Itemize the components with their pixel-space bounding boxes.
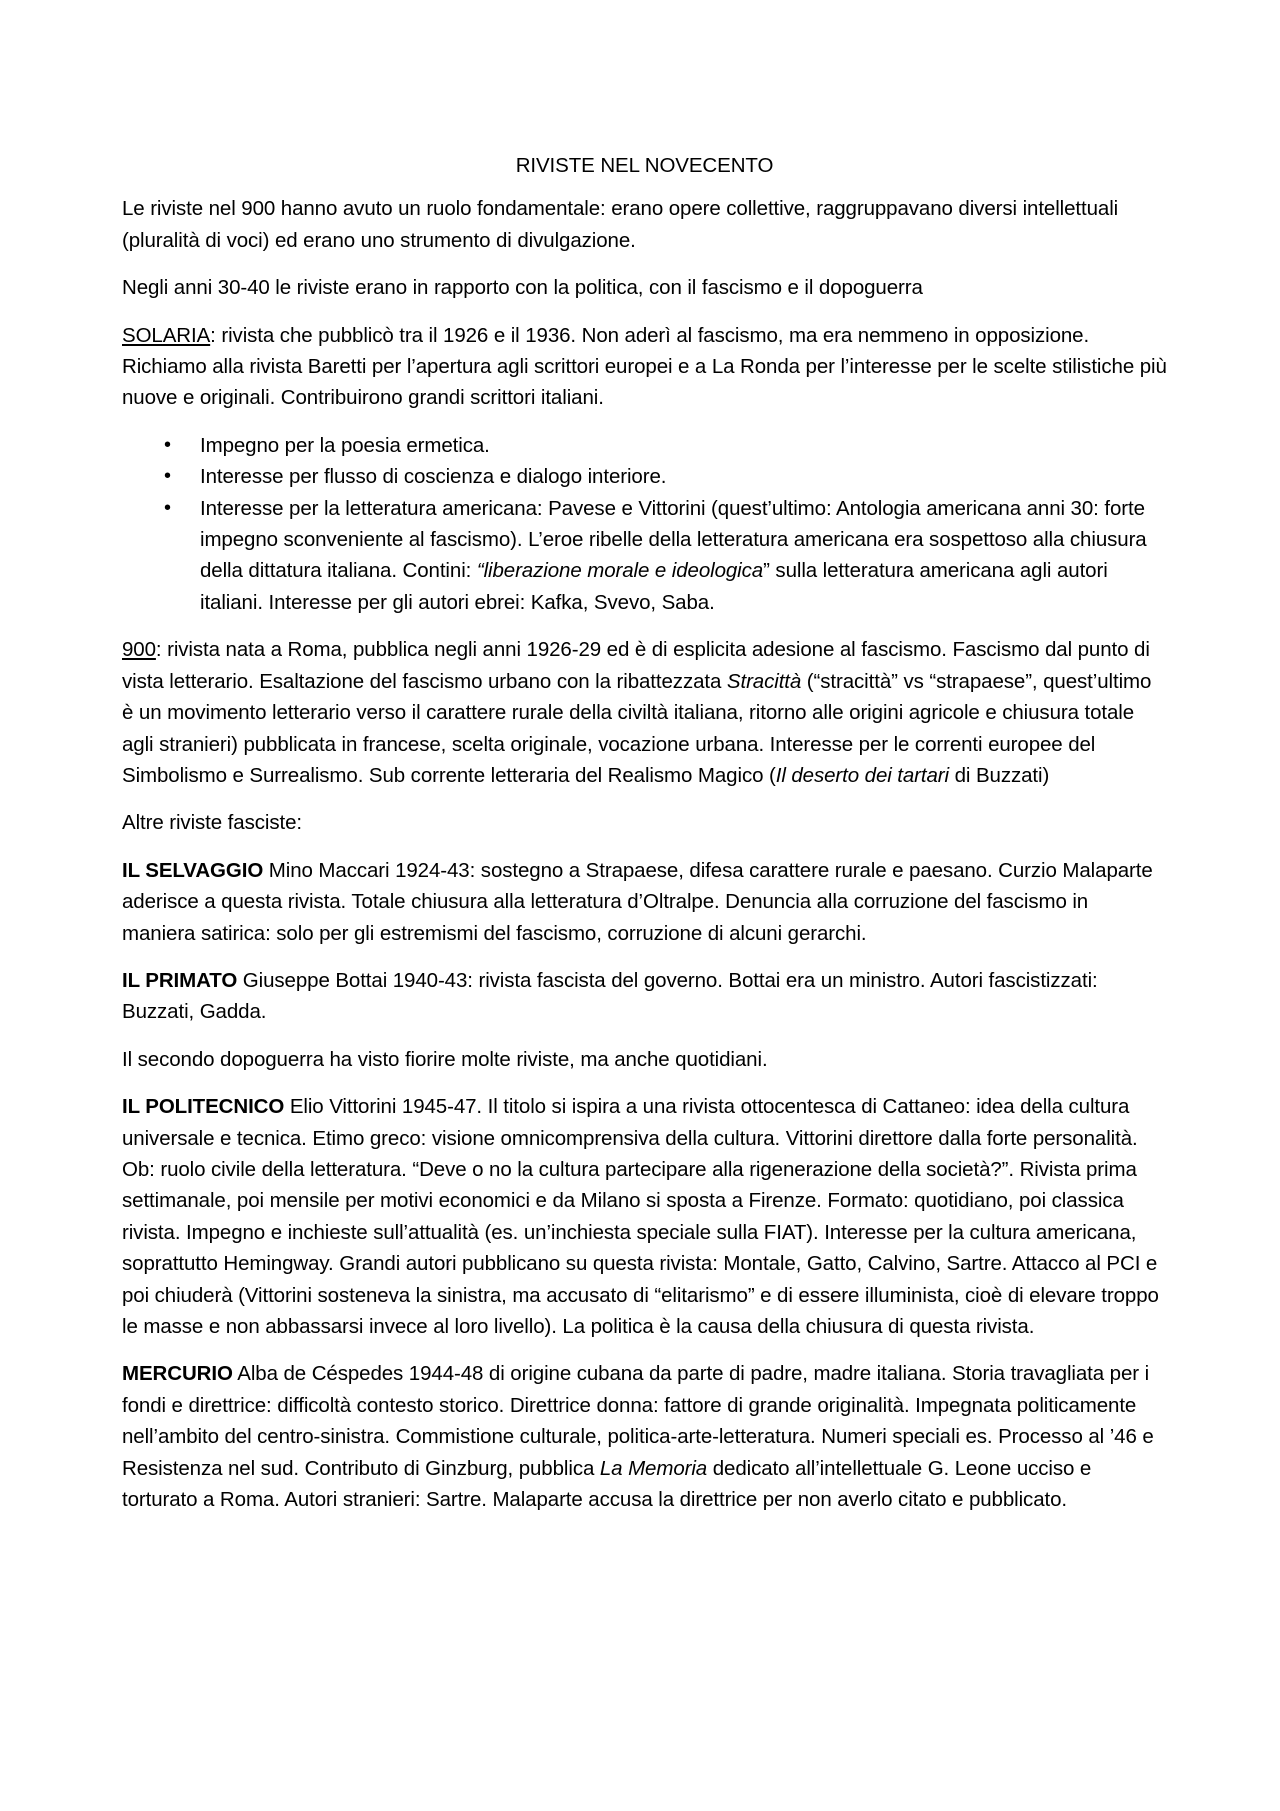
politecnico-text: Elio Vittorini 1945-47. Il titolo si ispira a una rivista ottocentesca di Cattaneo: idea della cultura universale e tecnica. Etimo greco: visione omnicomprensiva della cultura. Vittorini direttore dalla forte personalità. Ob: ruolo civile della letteratura. “Deve o no la cultura partecipare alla rigenerazione della società?”. Rivista prima settimanale, poi mensile per motivi economici e da Milano si sposta a Firenze. Formato: quotidiano, poi classica rivista. Impegno e inchieste sull’attualità (es. un’inchiesta speciale sulla FIAT). Interesse per la cultura americana, soprattutto Hemingway. Grandi autori pubblicano su questa rivista: Montale, Gatto, Calvino, Sartre. Attacco al PCI e poi chiuderà (Vittorini sosteneva la sinistra, ma accusato di “elitarismo” e di essere illuminista, cioè di elevare troppo le masse e non abbassarsi invece al loro livello). La politica è la causa della chiusura di questa rivista.: [122, 1095, 1159, 1338]
primato-paragraph: [122, 965, 1167, 1028]
solaria-bullet-list: [122, 430, 1167, 618]
list-item-text: Interesse per flusso di coscienza e dialogo interiore.: [200, 465, 667, 489]
intro-paragraph-2: Negli anni 30-40 le riviste erano in rapporto con la politica, con il fascismo e il dopoguerra: [122, 276, 923, 300]
document-page: [122, 150, 1167, 1531]
mercurio-text: Alba de Céspedes 1944-48 di origine cubana da parte di padre, madre italiana. Storia travagliata per i fondi e direttrice: difficoltà contesto storico. Direttrice donna: fattore di grande originalità. Impegnata politicamente nell’ambito del centro-sinistra. Commistione culturale, politica-arte-letteratura. Numeri speciali es. Processo al ’46 e Resistenza nel sud. Contributo di Ginzburg, pubblica: [122, 1362, 1154, 1480]
novecento-paragraph: [122, 634, 1167, 791]
politecnico-heading: IL POLITECNICO: [122, 1095, 285, 1119]
list-item-text-end: ” sulla letteratura americana agli autori italiani. Interesse per gli autori ebrei: Kafka, Svevo, Saba.: [200, 559, 1108, 614]
solaria-text: : rivista che pubblicò tra il 1926 e il 1936. Non aderì al fascismo, ma era nemmeno in opposizione. Richiamo alla rivista Baretti per l’apertura agli scrittori europei e a La Ronda per l’interesse per le scelte stilistiche più nuove e originali. Contribuirono grandi scrittori italiani.: [122, 323, 1167, 410]
mercurio-text-2: dedicato all’intellettuale G. Leone ucciso e torturato a Roma. Autori stranieri: Sartre. Malaparte accusa la direttrice per non averlo citato e pubblicato.: [122, 1456, 1092, 1512]
list-item: [122, 461, 1167, 492]
solaria-paragraph: [122, 320, 1167, 414]
novecento-text-3: di Buzzati): [949, 763, 1050, 787]
memoria-title: La Memoria: [599, 1456, 708, 1480]
bullet-icon: •: [164, 465, 171, 488]
politecnico-paragraph: [122, 1091, 1167, 1342]
selvaggio-heading: IL SELVAGGIO: [122, 858, 264, 882]
primato-heading: IL PRIMATO: [122, 968, 238, 992]
list-item-text: Interesse per la letteratura americana: Pavese e Vittorini (quest’ultimo: Antologia americana anni 30: forte impegno sconveniente al fascismo). L’eroe ribelle della letteratura americana era sospettoso alla chiusura della dittatura italiana. Contini:: [200, 496, 1147, 583]
list-item: [122, 430, 1167, 461]
selvaggio-text: Mino Maccari 1924-43: sostegno a Strapaese, difesa carattere rurale e paesano. Curzio Malaparte aderisce a questa rivista. Totale chiusura alla letteratura d’Oltralpe. Denuncia alla corruzione del fascismo in maniera satirica: solo per gli estremismi del fascismo, corruzione di alcuni gerarchi.: [122, 858, 1153, 945]
list-item-text: Impegno per la poesia ermetica.: [200, 433, 490, 457]
list-item-quote: “liberazione morale e ideologica: [476, 559, 764, 583]
list-item: [122, 493, 1167, 619]
novecento-heading: 900: [122, 638, 156, 662]
dopoguerra-paragraph: Il secondo dopoguerra ha visto fiorire molte riviste, ma anche quotidiani.: [122, 1047, 768, 1071]
mercurio-heading: MERCURIO: [122, 1362, 233, 1386]
selvaggio-paragraph: [122, 855, 1167, 949]
intro-paragraph-1: Le riviste nel 900 hanno avuto un ruolo fondamentale: erano opere collettive, raggruppavano diversi intellettuali (pluralità di voci) ed erano uno strumento di divulgazione.: [122, 197, 1119, 252]
solaria-heading: SOLARIA: [122, 323, 211, 347]
bullet-icon: •: [164, 433, 171, 456]
novecento-text: : rivista nata a Roma, pubblica negli anni 1926-29 ed è di esplicita adesione al fascismo. Fascismo dal punto di vista letterario. Esaltazione del fascismo urbano con la ribattezzata: [122, 638, 1150, 693]
novecento-text-2: (“stracittà” vs “strapaese”, quest’ultimo è un movimento letterario verso il carattere rurale della civiltà italiana, ritorno alle origini agricole e chiusura totale agli stranieri) pubblicata in francese, scelta originale, vocazione urbana. Interesse per le correnti europee del Simbolismo e Surrealismo. Sub corrente letteraria del Realismo Magico (: [122, 669, 1152, 787]
stracitta-title: Stracittà: [726, 669, 802, 693]
altre-riviste-paragraph: Altre riviste fasciste:: [122, 811, 302, 835]
book-title: Il deserto dei tartari: [775, 763, 949, 787]
mercurio-paragraph: [122, 1358, 1167, 1515]
bullet-icon: •: [164, 496, 171, 519]
primato-text: Giuseppe Bottai 1940-43: rivista fascista del governo. Bottai era un ministro. Autori fascistizzati: Buzzati, Gadda.: [122, 968, 1098, 1024]
page-title: RIVISTE NEL NOVECENTO: [515, 154, 774, 177]
